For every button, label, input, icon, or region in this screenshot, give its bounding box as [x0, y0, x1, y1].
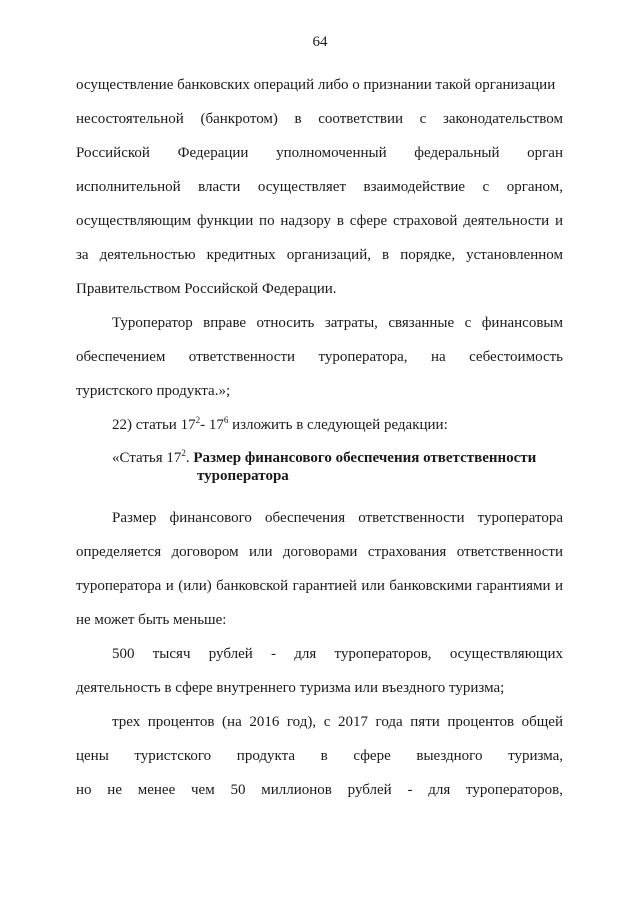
amendment-item — [112, 416, 563, 434]
article-label-dot: . — [185, 450, 194, 466]
text-line: деятельность в сфере внутреннего туризма или въездного туризма; — [76, 680, 505, 696]
paragraph-first-line: Размер финансового обеспечения ответственности туроператора — [112, 510, 563, 526]
paragraph-first-line: трех процентов (на 2016 год), с 2017 года пяти процентов общей — [112, 714, 563, 730]
superscript: 2 — [181, 448, 186, 458]
text-line: туроператора и (или) банковской гарантией или банковскими гарантиями и — [76, 578, 563, 594]
text-line: за деятельностью кредитных организаций, в порядке, установленном — [76, 247, 563, 263]
text-line: обеспечением ответственности туроператора, на себестоимость — [76, 349, 563, 365]
superscript: 2 — [195, 415, 201, 425]
paragraph-first-line: 500 тысяч рублей - для туроператоров, осуществляющих — [112, 646, 563, 662]
article-title-continued: туроператора — [197, 468, 289, 484]
amendment-item-text: - 17 — [200, 417, 224, 433]
text-line: но не менее чем 50 миллионов рублей - для туроператоров, — [76, 782, 563, 798]
text-line: Правительством Российской Федерации. — [76, 281, 337, 297]
text-line: Российской Федерации уполномоченный федеральный орган — [76, 145, 563, 161]
text-line: цены туристского продукта в сфере выездного туризма, — [76, 748, 563, 764]
text-line: осуществление банковских операций либо о признании такой организации — [76, 77, 556, 93]
superscript: 6 — [223, 415, 229, 425]
page-number: 64 — [312, 34, 328, 50]
text-line: исполнительной власти осуществляет взаимодействие с органом, — [76, 179, 563, 195]
text-line: не может быть меньше: — [76, 612, 227, 628]
text-line: туристского продукта.»; — [76, 383, 231, 399]
text-line: осуществляющим функции по надзору в сфере страховой деятельности и — [76, 213, 563, 229]
article-heading — [112, 449, 563, 467]
paragraph-first-line: Туроператор вправе относить затраты, связанные с финансовым — [112, 315, 563, 331]
amendment-item-text: 22) статьи 17 — [112, 417, 196, 433]
text-line: определяется договором или договорами страхования ответственности — [76, 544, 563, 560]
article-title: Размер финансового обеспечения ответственности — [193, 450, 537, 466]
amendment-item-text: изложить в следующей редакции: — [228, 417, 448, 433]
article-label: «Статья 17 — [112, 450, 182, 466]
text-line: несостоятельной (банкротом) в соответствии с законодательством — [76, 111, 563, 127]
